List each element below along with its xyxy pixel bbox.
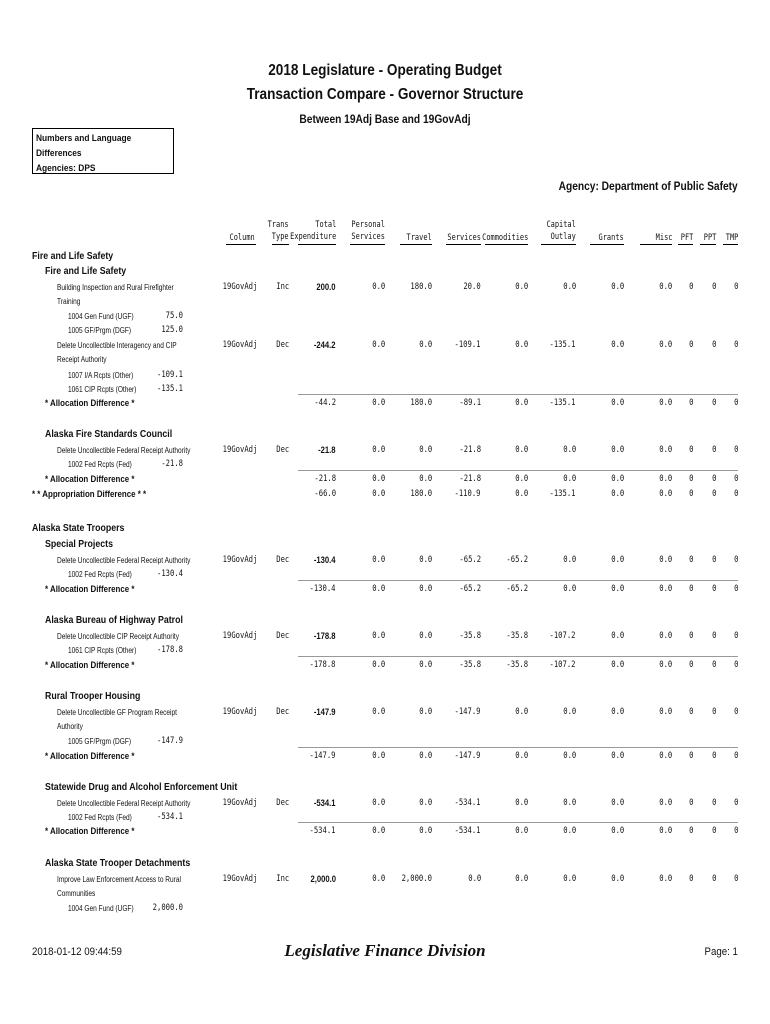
footer-division: Legislative Finance Division [284, 941, 486, 960]
amount-cell: 0.0 [658, 798, 672, 808]
section-title: Alaska State Troopers [32, 523, 125, 534]
total-cell: 0.0 [562, 751, 576, 761]
amount-cell: -35.8 [459, 631, 481, 641]
header-rule [226, 244, 256, 245]
total-cell: -178.8 [309, 660, 336, 670]
fund-amount: -135.1 [156, 384, 183, 394]
total-cell: 0.0 [371, 826, 385, 836]
header-rule [298, 244, 336, 245]
amount-cell: 0.0 [562, 798, 576, 808]
amount-cell: 0 [733, 631, 738, 641]
amount-cell: -178.8 [314, 631, 336, 641]
total-cell: 0 [733, 751, 738, 761]
total-cell: 0.0 [514, 751, 528, 761]
transaction-description: Receipt Authority [57, 355, 107, 364]
footer-timestamp: 2018-01-12 09:44:59 [32, 946, 122, 958]
amount-cell: 20.0 [463, 282, 481, 292]
amount-cell: 0.0 [658, 874, 672, 884]
total-cell: -65.2 [506, 584, 528, 594]
amount-cell: -65.2 [459, 555, 481, 565]
amount-cell: 0 [688, 555, 693, 565]
amount-cell: 0.0 [371, 340, 385, 350]
amount-cell: 0 [688, 445, 693, 455]
transaction-description: Delete Uncollectible GF Program Receipt [57, 708, 177, 717]
total-cell: 0 [711, 474, 716, 484]
column-value: 19GovAdj [222, 631, 257, 641]
subsection-title: Rural Trooper Housing [45, 691, 141, 702]
amount-cell: 0.0 [418, 798, 432, 808]
column-value: 19GovAdj [222, 282, 257, 292]
amount-cell: 0.0 [562, 555, 576, 565]
total-cell: 0.0 [371, 474, 385, 484]
fund-amount: 75.0 [165, 311, 183, 321]
amount-cell: 0 [733, 282, 738, 292]
column-value: 19GovAdj [222, 798, 257, 808]
amount-cell: 0 [733, 340, 738, 350]
total-cell: 0.0 [418, 826, 432, 836]
amount-cell: 0.0 [658, 340, 672, 350]
fund-amount: -21.8 [161, 459, 183, 469]
total-cell: -107.2 [549, 660, 576, 670]
total-cell: -130.4 [309, 584, 336, 594]
fund-source: 1002 Fed Rcpts (Fed) [68, 813, 132, 822]
total-cell: 0.0 [371, 489, 385, 499]
amount-cell: -21.8 [318, 445, 336, 455]
total-rule [298, 822, 738, 823]
allocation-total-label: * Allocation Difference * [45, 826, 135, 836]
column-value: 19GovAdj [222, 445, 257, 455]
fund-source: 1002 Fed Rcpts (Fed) [68, 570, 132, 579]
total-cell: 0 [688, 474, 693, 484]
amount-cell: -534.1 [314, 798, 336, 808]
total-cell: 0 [733, 474, 738, 484]
amount-cell: 0 [688, 282, 693, 292]
fund-source: 1005 GF/Prgm (DGF) [68, 737, 132, 746]
amount-cell: 0 [711, 445, 716, 455]
header-rule [350, 244, 385, 245]
amount-cell: 0 [711, 631, 716, 641]
amount-cell: 0 [711, 707, 716, 717]
header-personal: Personal Services [351, 220, 385, 242]
amount-cell: 0 [733, 707, 738, 717]
amount-cell: -65.2 [506, 555, 528, 565]
amount-cell: 0.0 [562, 282, 576, 292]
amount-cell: 0 [688, 631, 693, 641]
header-rule [700, 244, 716, 245]
total-cell: 0 [711, 584, 716, 594]
allocation-total-label: * Allocation Difference * [45, 584, 135, 594]
amount-cell: 0.0 [658, 631, 672, 641]
total-cell: -534.1 [454, 826, 481, 836]
amount-cell: 0.0 [371, 631, 385, 641]
amount-cell: 0.0 [610, 798, 624, 808]
fund-source: 1005 GF/Prgm (DGF) [68, 326, 132, 335]
fund-source: 1061 CIP Rcpts (Other) [68, 385, 137, 394]
total-cell: -147.9 [454, 751, 481, 761]
amount-cell: -35.8 [506, 631, 528, 641]
transaction-description: Delete Uncollectible Interagency and CIP [57, 341, 177, 350]
header-rule [678, 244, 693, 245]
total-cell: 0.0 [418, 751, 432, 761]
total-cell: 0.0 [562, 826, 576, 836]
trans-type: Inc [275, 282, 289, 292]
agency-label: Agency: Department of Public Safety [558, 179, 738, 193]
amount-cell: 0 [711, 874, 716, 884]
total-rule [298, 656, 738, 657]
amount-cell: 0.0 [371, 798, 385, 808]
total-cell: 0.0 [610, 489, 624, 499]
column-value: 19GovAdj [222, 874, 257, 884]
total-cell: 0.0 [371, 584, 385, 594]
amount-cell: 0.0 [562, 445, 576, 455]
total-cell: 180.0 [410, 489, 432, 499]
footer-page: Page: 1 [704, 946, 738, 958]
total-cell: 0.0 [371, 398, 385, 408]
header-misc: Misc [655, 233, 672, 243]
header-rule [272, 244, 289, 245]
total-rule [298, 580, 738, 581]
amount-cell: -107.2 [549, 631, 576, 641]
total-cell: 0.0 [658, 398, 672, 408]
subsection-title: Special Projects [45, 539, 113, 550]
amount-cell: 0.0 [562, 707, 576, 717]
total-cell: -135.1 [549, 489, 576, 499]
total-cell: 0 [688, 398, 693, 408]
fund-amount: 2,000.0 [152, 903, 183, 913]
total-cell: 0.0 [610, 660, 624, 670]
amount-cell: -130.4 [314, 555, 336, 565]
trans-type: Dec [275, 555, 289, 565]
total-cell: 0.0 [610, 751, 624, 761]
amount-cell: 0.0 [610, 445, 624, 455]
amount-cell: 0.0 [610, 340, 624, 350]
total-cell: 0.0 [418, 474, 432, 484]
subsection-title: Statewide Drug and Alcohol Enforcement Unit [45, 782, 238, 793]
filter-box [32, 128, 174, 174]
header-pft: PFT [680, 233, 693, 243]
amount-cell: 0.0 [658, 707, 672, 717]
fund-amount: -178.8 [156, 645, 183, 655]
allocation-total-label: * * Appropriation Difference * * [32, 489, 147, 499]
filter-line: Differences [36, 148, 82, 159]
amount-cell: -147.9 [454, 707, 481, 717]
section-title: Fire and Life Safety [32, 251, 114, 262]
total-cell: 0 [688, 751, 693, 761]
amount-cell: 0.0 [610, 707, 624, 717]
total-cell: 0.0 [418, 584, 432, 594]
total-cell: 0.0 [562, 584, 576, 594]
total-cell: 0.0 [562, 474, 576, 484]
amount-cell: -534.1 [454, 798, 481, 808]
header-total: Total Expenditure [289, 220, 336, 242]
fund-source: 1061 CIP Rcpts (Other) [68, 646, 137, 655]
subsection-title: Alaska State Trooper Detachments [45, 858, 191, 869]
total-cell: 0.0 [514, 398, 528, 408]
amount-cell: 0 [733, 874, 738, 884]
amount-cell: 0.0 [658, 445, 672, 455]
amount-cell: 0.0 [371, 445, 385, 455]
amount-cell: 0.0 [610, 555, 624, 565]
amount-cell: 0 [711, 282, 716, 292]
amount-cell: -109.1 [454, 340, 481, 350]
total-cell: 0.0 [610, 584, 624, 594]
allocation-total-label: * Allocation Difference * [45, 398, 135, 408]
total-cell: 0 [688, 826, 693, 836]
total-cell: 0.0 [514, 489, 528, 499]
total-cell: -35.8 [506, 660, 528, 670]
amount-cell: 0 [688, 798, 693, 808]
trans-type: Dec [275, 798, 289, 808]
amount-cell: 0.0 [514, 282, 528, 292]
header-trans: Trans Type [268, 220, 289, 242]
column-value: 19GovAdj [222, 707, 257, 717]
fund-amount: -534.1 [156, 812, 183, 822]
header-ppt: PPT [703, 233, 716, 243]
transaction-description: Training [57, 297, 81, 306]
header-tmp: TMP [725, 233, 738, 243]
amount-cell: 0.0 [418, 340, 432, 350]
total-cell: 0 [733, 826, 738, 836]
report-subtitle: Transaction Compare - Governor Structure [246, 86, 524, 103]
amount-cell: 0.0 [371, 874, 385, 884]
total-cell: 0.0 [658, 826, 672, 836]
fund-source: 1004 Gen Fund (UGF) [68, 904, 134, 913]
total-cell: 0 [733, 660, 738, 670]
transaction-description: Delete Uncollectible Federal Receipt Authority [57, 446, 191, 455]
trans-type: Dec [275, 707, 289, 717]
allocation-total-label: * Allocation Difference * [45, 474, 135, 484]
total-cell: 0 [711, 826, 716, 836]
amount-cell: 0.0 [658, 555, 672, 565]
amount-cell: 0 [733, 445, 738, 455]
amount-cell: 0 [733, 555, 738, 565]
total-cell: 0 [711, 489, 716, 499]
fund-amount: -147.9 [156, 736, 183, 746]
amount-cell: 0.0 [514, 707, 528, 717]
total-cell: -147.9 [309, 751, 336, 761]
total-rule [298, 394, 738, 395]
report-comparison: Between 19Adj Base and 19GovAdj [299, 112, 471, 126]
trans-type: Dec [275, 631, 289, 641]
header-rule [590, 244, 624, 245]
header-rule [400, 244, 432, 245]
amount-cell: 200.0 [316, 282, 336, 292]
fund-amount: 125.0 [161, 325, 183, 335]
header-rule [485, 244, 528, 245]
header-services: Services [447, 233, 481, 243]
amount-cell: 0.0 [658, 282, 672, 292]
total-cell: 0 [688, 660, 693, 670]
transaction-description: Improve Law Enforcement Access to Rural [57, 875, 181, 884]
amount-cell: 0.0 [610, 874, 624, 884]
filter-line: Agencies: DPS [36, 163, 96, 174]
total-cell: -135.1 [549, 398, 576, 408]
amount-cell: 0.0 [371, 707, 385, 717]
total-cell: 0.0 [658, 474, 672, 484]
total-cell: 0 [733, 398, 738, 408]
total-cell: 0 [711, 751, 716, 761]
header-rule [541, 244, 576, 245]
total-rule [298, 747, 738, 748]
total-cell: 0.0 [514, 826, 528, 836]
total-cell: 0 [688, 489, 693, 499]
total-cell: 0.0 [371, 660, 385, 670]
transaction-description: Authority [57, 722, 83, 731]
total-cell: 0.0 [658, 660, 672, 670]
amount-cell: 2,000.0 [401, 874, 432, 884]
amount-cell: -244.2 [314, 340, 336, 350]
transaction-description: Communities [57, 889, 96, 898]
column-value: 19GovAdj [222, 555, 257, 565]
header-rule [446, 244, 481, 245]
transaction-description: Delete Uncollectible Federal Receipt Authority [57, 556, 191, 565]
total-cell: 0 [711, 660, 716, 670]
amount-cell: 0 [711, 798, 716, 808]
total-cell: 0.0 [610, 398, 624, 408]
report-title: 2018 Legislature - Operating Budget [268, 62, 502, 79]
total-cell: 0.0 [371, 751, 385, 761]
fund-source: 1002 Fed Rcpts (Fed) [68, 460, 132, 469]
total-cell: -89.1 [459, 398, 481, 408]
filter-line: Numbers and Language [36, 133, 132, 144]
total-cell: 0 [711, 398, 716, 408]
subsection-title: Fire and Life Safety [45, 266, 127, 277]
total-cell: -44.2 [314, 398, 336, 408]
amount-cell: 0 [733, 798, 738, 808]
header-travel: Travel [406, 233, 432, 243]
subsection-title: Alaska Fire Standards Council [45, 429, 173, 440]
amount-cell: 0.0 [418, 631, 432, 641]
amount-cell: 2,000.0 [310, 874, 336, 884]
header-commodities: Commodities [481, 233, 528, 243]
allocation-total-label: * Allocation Difference * [45, 751, 135, 761]
total-cell: 0.0 [610, 474, 624, 484]
amount-cell: 0.0 [610, 631, 624, 641]
amount-cell: 0.0 [562, 874, 576, 884]
total-rule [298, 470, 738, 471]
total-cell: 0.0 [418, 660, 432, 670]
amount-cell: 0.0 [514, 445, 528, 455]
amount-cell: 0 [688, 340, 693, 350]
fund-amount: -130.4 [156, 569, 183, 579]
total-cell: -21.8 [459, 474, 481, 484]
total-cell: 0.0 [658, 489, 672, 499]
total-cell: 0 [688, 584, 693, 594]
amount-cell: 0.0 [418, 707, 432, 717]
amount-cell: 0.0 [371, 282, 385, 292]
fund-source: 1007 I/A Rcpts (Other) [68, 371, 134, 380]
total-cell: -66.0 [314, 489, 336, 499]
header-rule [640, 244, 672, 245]
transaction-description: Delete Uncollectible CIP Receipt Authority [57, 632, 180, 641]
trans-type: Dec [275, 340, 289, 350]
amount-cell: 0.0 [467, 874, 481, 884]
trans-type: Inc [275, 874, 289, 884]
amount-cell: 0.0 [418, 445, 432, 455]
amount-cell: 180.0 [410, 282, 432, 292]
transaction-description: Building Inspection and Rural Firefighter [57, 283, 174, 292]
total-cell: -21.8 [314, 474, 336, 484]
amount-cell: -135.1 [549, 340, 576, 350]
total-cell: 0.0 [610, 826, 624, 836]
total-cell: -65.2 [459, 584, 481, 594]
amount-cell: 0 [711, 340, 716, 350]
header-rule [723, 244, 738, 245]
header-grants: Grants [598, 233, 624, 243]
amount-cell: 0 [688, 874, 693, 884]
fund-amount: -109.1 [156, 370, 183, 380]
allocation-total-label: * Allocation Difference * [45, 660, 135, 670]
total-cell: -110.9 [454, 489, 481, 499]
fund-source: 1004 Gen Fund (UGF) [68, 312, 134, 321]
amount-cell: 0.0 [514, 798, 528, 808]
total-cell: 180.0 [410, 398, 432, 408]
total-cell: -534.1 [309, 826, 336, 836]
amount-cell: 0.0 [610, 282, 624, 292]
amount-cell: -21.8 [459, 445, 481, 455]
total-cell: 0.0 [658, 584, 672, 594]
transaction-description: Delete Uncollectible Federal Receipt Authority [57, 799, 191, 808]
amount-cell: 0 [688, 707, 693, 717]
amount-cell: 0.0 [514, 874, 528, 884]
trans-type: Dec [275, 445, 289, 455]
total-cell: 0 [733, 489, 738, 499]
amount-cell: -147.9 [314, 707, 336, 717]
amount-cell: 0.0 [514, 340, 528, 350]
subsection-title: Alaska Bureau of Highway Patrol [45, 615, 183, 626]
amount-cell: 0.0 [418, 555, 432, 565]
total-cell: 0.0 [658, 751, 672, 761]
amount-cell: 0.0 [371, 555, 385, 565]
column-value: 19GovAdj [222, 340, 257, 350]
total-cell: -35.8 [459, 660, 481, 670]
total-cell: 0 [733, 584, 738, 594]
header-column: Column [229, 233, 255, 243]
amount-cell: 0 [711, 555, 716, 565]
total-cell: 0.0 [514, 474, 528, 484]
header-capital: Capital Outlay [546, 220, 576, 242]
